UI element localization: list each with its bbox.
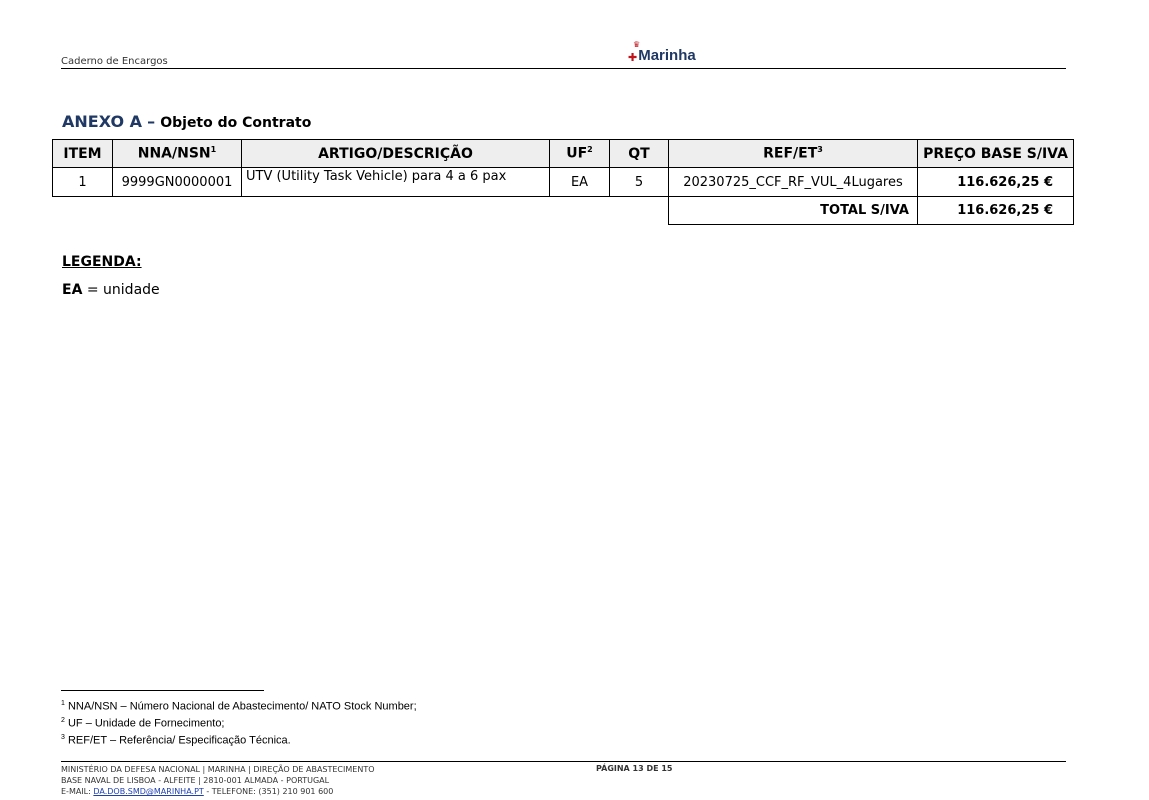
document-title: Caderno de Encargos — [61, 56, 168, 67]
footer-line-ministry: MINISTÉRIO DA DEFESA NACIONAL | MARINHA | DIREÇÃO DE ABASTECIMENTO — [61, 765, 375, 774]
header-item: ITEM — [53, 140, 113, 168]
total-label: TOTAL S/IVA — [669, 197, 918, 225]
header-nna-nsn: NNA/NSN$^1$ — [113, 140, 242, 168]
footnote: $^1$ NNA/NSN – Número Nacional de Abastecimento/ NATO Stock Number; — [61, 700, 417, 713]
header-artigo: ARTIGO/DESCRIÇÃO — [242, 140, 550, 168]
table-row — [53, 168, 1074, 197]
marinha-logo — [628, 40, 696, 64]
header-ref-et: REF/$ET^3$ — [669, 140, 918, 168]
footer-divider — [61, 761, 1066, 762]
table-header-row — [53, 140, 1074, 168]
total-row — [53, 197, 1074, 225]
annex-prefix: ANEXO A — [62, 112, 143, 131]
footer-line-address: BASE NAVAL DE LISBOA - ALFEITE | 2810-001 ALMADA - PORTUGAL — [61, 776, 330, 785]
logo-text: Marinha — [638, 47, 696, 64]
crown-icon: ♛ — [633, 40, 641, 49]
email-link[interactable]: DA.DOB.SMD@MARINHA.PT — [93, 787, 204, 796]
legend-entry — [62, 282, 160, 298]
annex-separator: – — [147, 112, 156, 131]
total-value: 116.626,25 € — [918, 197, 1074, 225]
footnotes — [61, 697, 417, 748]
email-label: E-MAIL: — [61, 787, 91, 796]
items-table — [52, 139, 1074, 225]
cross-icon: ✚ — [628, 51, 638, 64]
footnote: $^2$ UF – Unidade de Fornecimento; — [61, 717, 225, 730]
footnote-divider — [61, 690, 264, 691]
total-spacer — [53, 197, 669, 225]
cell-qt: 5 — [610, 168, 669, 197]
header-uf: $UF^2$ — [550, 140, 610, 168]
cell-item: 1 — [53, 168, 113, 197]
legend-key: EA — [62, 282, 83, 298]
legend-title: LEGENDA: — [62, 254, 142, 270]
page-number: PÁGINA 13 DE 15 — [596, 764, 673, 773]
cell-artigo: UTV (Utility Task Vehicle) para 4 a 6 pax — [242, 168, 550, 197]
legend-definition: = unidade — [86, 282, 160, 298]
annex-title: Objeto do Contrato — [160, 115, 312, 131]
header-preco: PREÇO BASE S/IVA — [918, 140, 1074, 168]
annex-heading — [62, 112, 311, 131]
header-divider — [61, 68, 1066, 69]
phone-text: - TELEFONE: (351) 210 901 600 — [206, 787, 334, 796]
cell-uf: EA — [550, 168, 610, 197]
cell-ref-et: 20230725_CCF_RF_VUL_4Lugares — [669, 168, 918, 197]
cell-nna-nsn: 9999GN0000001 — [113, 168, 242, 197]
cell-preco: 116.626,25 € — [918, 168, 1074, 197]
footer-contact — [61, 764, 375, 797]
footnote: $^3$ REF/ET – Referência/ Especificação Técnica. — [61, 734, 291, 747]
header-qt: QT — [610, 140, 669, 168]
footer-line-contact — [61, 786, 375, 797]
